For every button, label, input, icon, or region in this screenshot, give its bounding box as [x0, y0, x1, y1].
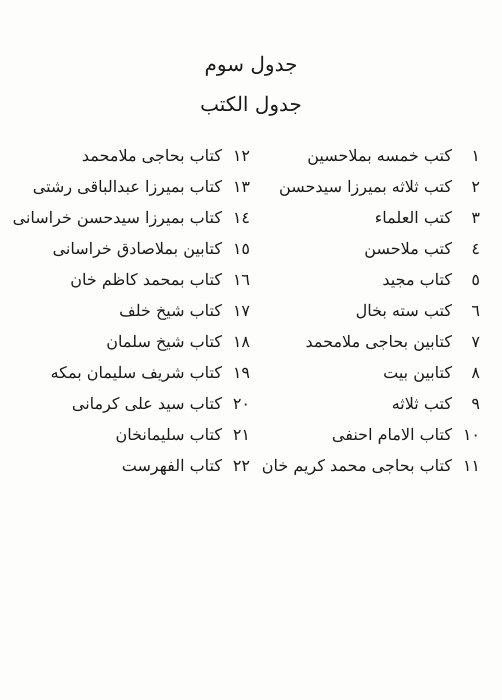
list-item [248, 140, 480, 171]
item-number: ٢١ [232, 425, 250, 444]
item-number: ٨ [471, 363, 480, 382]
list-item [18, 264, 250, 295]
item-number: ٩ [471, 394, 480, 413]
item-number: ١٥ [232, 239, 250, 258]
list-item [248, 388, 480, 419]
item-number: ١٤ [232, 208, 250, 227]
item-number: ١٠ [462, 425, 480, 444]
item-number: ٢ [471, 177, 480, 196]
list-item [18, 357, 250, 388]
list-item [248, 419, 480, 450]
list-item [248, 295, 480, 326]
item-text: كتاب بميرزا سيدحسن خراسانى [12, 208, 222, 227]
item-text: كتاب شيخ سلمان [106, 332, 222, 351]
item-text: كتاب شريف سليمان بمكه [50, 363, 222, 382]
item-text: كتاب سيد على كرمانى [71, 394, 222, 413]
item-text: كتب ثلاثه [391, 394, 452, 413]
list-item [248, 450, 480, 481]
item-text: كتاب الامام احنفى [331, 425, 452, 444]
list-item [248, 202, 480, 233]
item-text: كتاب الفهرست [121, 456, 222, 475]
item-number: ١٢ [232, 146, 250, 165]
book-list-left-column [12, 140, 250, 481]
item-text: كتاب سليمانخان [115, 425, 222, 444]
item-text: كتب خمسه بملاحسين [307, 146, 452, 165]
item-text: كتاب مجيد [382, 270, 452, 289]
list-item [18, 326, 250, 357]
item-number: ١٨ [232, 332, 250, 351]
item-number: ٧ [471, 332, 480, 351]
list-item [248, 264, 480, 295]
item-text: كتب ملاحسن [364, 239, 452, 258]
item-number: ٥ [471, 270, 480, 289]
item-text: كتابين بيت [383, 363, 452, 382]
item-number: ٢٢ [232, 456, 250, 475]
list-item [18, 233, 250, 264]
list-item [248, 171, 480, 202]
item-text: كتاب شيخ خلف [119, 301, 222, 320]
list-item [248, 233, 480, 264]
item-text: كتب العلماء [374, 208, 452, 227]
item-number: ١ [471, 146, 480, 165]
book-list-right-column [248, 140, 480, 481]
list-item [18, 140, 250, 171]
item-number: ١٧ [232, 301, 250, 320]
item-text: كتاب بمحمد كاظم خان [70, 270, 222, 289]
item-text: كتابين بملاصادق خراسانى [52, 239, 222, 258]
item-number: ١١ [462, 456, 480, 475]
list-item [12, 202, 250, 233]
item-number: ١٩ [232, 363, 250, 382]
item-text: كتابين بحاجى ملامحمد [305, 332, 452, 351]
item-number: ١٣ [232, 177, 250, 196]
item-text: كتاب بحاجى ملامحمد [81, 146, 222, 165]
item-number: ١٦ [232, 270, 250, 289]
page-subtitle: جدول الكتب [200, 92, 302, 116]
item-text: كتاب بحاجى محمد كريم خان [261, 456, 452, 475]
item-number: ٣ [471, 208, 480, 227]
item-number: ٢٠ [232, 394, 250, 413]
item-text: كتاب بميرزا عبدالباقى رشتى [32, 177, 222, 196]
list-item [18, 171, 250, 202]
item-text: كتب ثلاثه بميرزا سيدحسن [279, 177, 452, 196]
item-number: ٤ [471, 239, 480, 258]
item-text: كتب سته بخال [355, 301, 452, 320]
list-item [248, 326, 480, 357]
list-item [18, 419, 250, 450]
list-item [18, 388, 250, 419]
page-title: جدول سوم [204, 52, 298, 76]
item-number: ٦ [471, 301, 480, 320]
list-item [18, 295, 250, 326]
list-item [18, 450, 250, 481]
list-item [248, 357, 480, 388]
